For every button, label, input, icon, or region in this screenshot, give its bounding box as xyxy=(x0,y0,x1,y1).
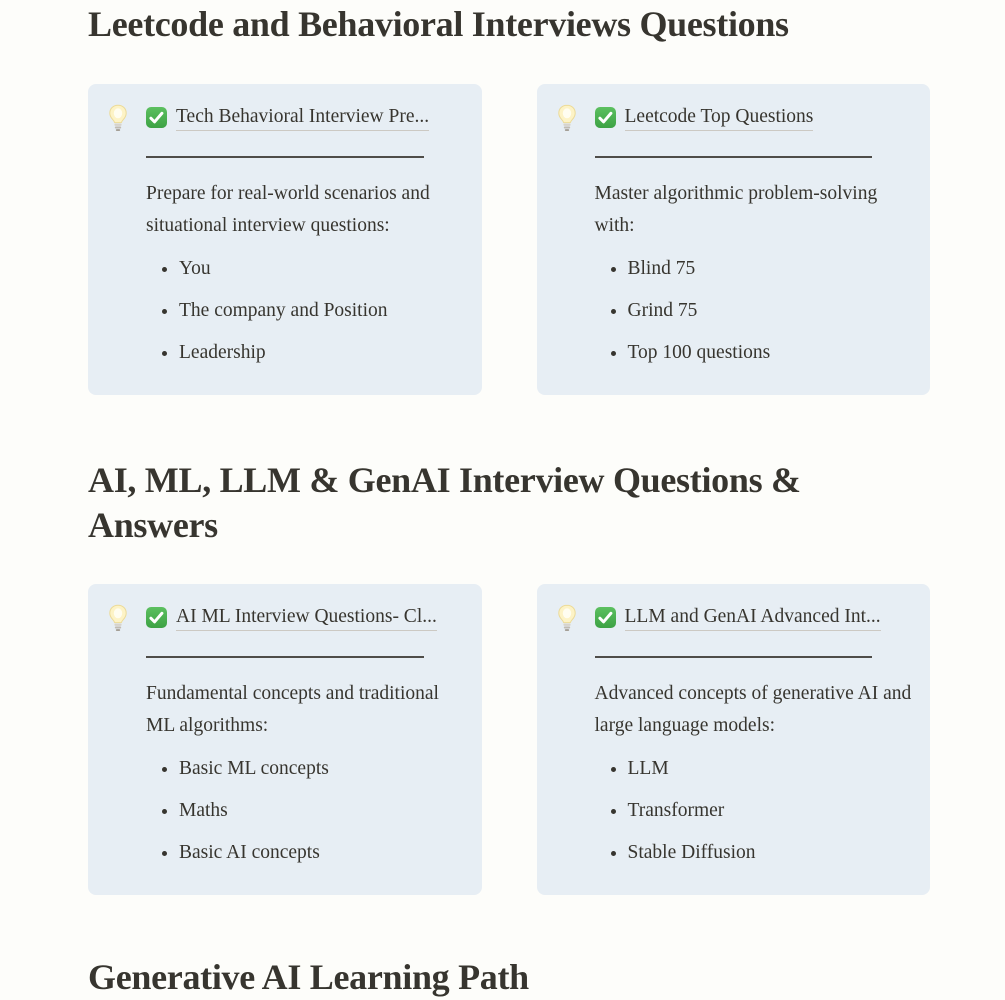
green-check-icon xyxy=(146,607,167,628)
bullet-item: • Top 100 questions xyxy=(628,337,915,369)
bullet-item: • You xyxy=(179,253,466,285)
bullet-item: • Basic AI concepts xyxy=(179,837,466,869)
divider xyxy=(146,656,424,658)
card-title-row xyxy=(146,102,466,132)
callout-card-ai-ml xyxy=(88,584,482,895)
bullet-item: • Blind 75 xyxy=(628,253,915,285)
section-heading-ai-ml-llm: AI, ML, LLM & GenAI Interview Questions & Answers xyxy=(88,460,801,545)
lightbulb-icon xyxy=(556,104,578,132)
green-check-icon xyxy=(146,107,167,128)
bullet-list xyxy=(595,753,915,869)
lightbulb-icon xyxy=(556,604,578,632)
card-description: Fundamental concepts and traditional ML algorithms: xyxy=(146,683,439,736)
card-title-row xyxy=(595,602,915,632)
callout-card-llm-genai xyxy=(537,584,931,895)
card-row-2 xyxy=(88,584,930,895)
bullet-item: • Transformer xyxy=(628,795,915,827)
page-link-behavioral[interactable]: Tech Behavioral Interview Pre... xyxy=(176,104,429,131)
section-heading-leetcode-behavioral: Leetcode and Behavioral Interviews Questions xyxy=(88,4,789,44)
bullet-item: • Grind 75 xyxy=(628,295,915,327)
card-content xyxy=(146,602,466,869)
green-check-icon xyxy=(595,607,616,628)
bullet-list xyxy=(146,253,466,369)
divider xyxy=(595,156,873,158)
divider xyxy=(595,656,873,658)
section-heading-genai-learning-path: Generative AI Learning Path xyxy=(88,957,529,997)
lightbulb-icon xyxy=(107,104,129,132)
lightbulb-icon xyxy=(107,604,129,632)
bullet-item: • Basic ML concepts xyxy=(179,753,466,785)
page-link-ai-ml[interactable]: AI ML Interview Questions- Cl... xyxy=(176,604,437,631)
bullet-item: • Stable Diffusion xyxy=(628,837,915,869)
card-title-row xyxy=(595,102,915,132)
card-row-1 xyxy=(88,84,930,395)
card-content xyxy=(146,102,466,369)
callout-card-behavioral xyxy=(88,84,482,395)
card-description: Advanced concepts of generative AI and large language models: xyxy=(594,683,912,736)
card-description: Master algorithmic problem-solving with: xyxy=(594,183,878,236)
card-content xyxy=(595,102,915,369)
green-check-icon xyxy=(595,107,616,128)
bullet-item: • Leadership xyxy=(179,337,466,369)
bullet-item: • Maths xyxy=(179,795,466,827)
bullet-list xyxy=(595,253,915,369)
bullet-list xyxy=(146,753,466,869)
bullet-item: • The company and Position xyxy=(179,295,466,327)
card-title-row xyxy=(146,602,466,632)
bullet-item: • LLM xyxy=(628,753,915,785)
card-description: Prepare for real-world scenarios and situational interview questions: xyxy=(146,183,430,236)
page-link-leetcode[interactable]: Leetcode Top Questions xyxy=(625,104,814,131)
card-content xyxy=(595,602,915,869)
divider xyxy=(146,156,424,158)
callout-card-leetcode xyxy=(537,84,931,395)
page-link-llm-genai[interactable]: LLM and GenAI Advanced Int... xyxy=(625,604,881,631)
